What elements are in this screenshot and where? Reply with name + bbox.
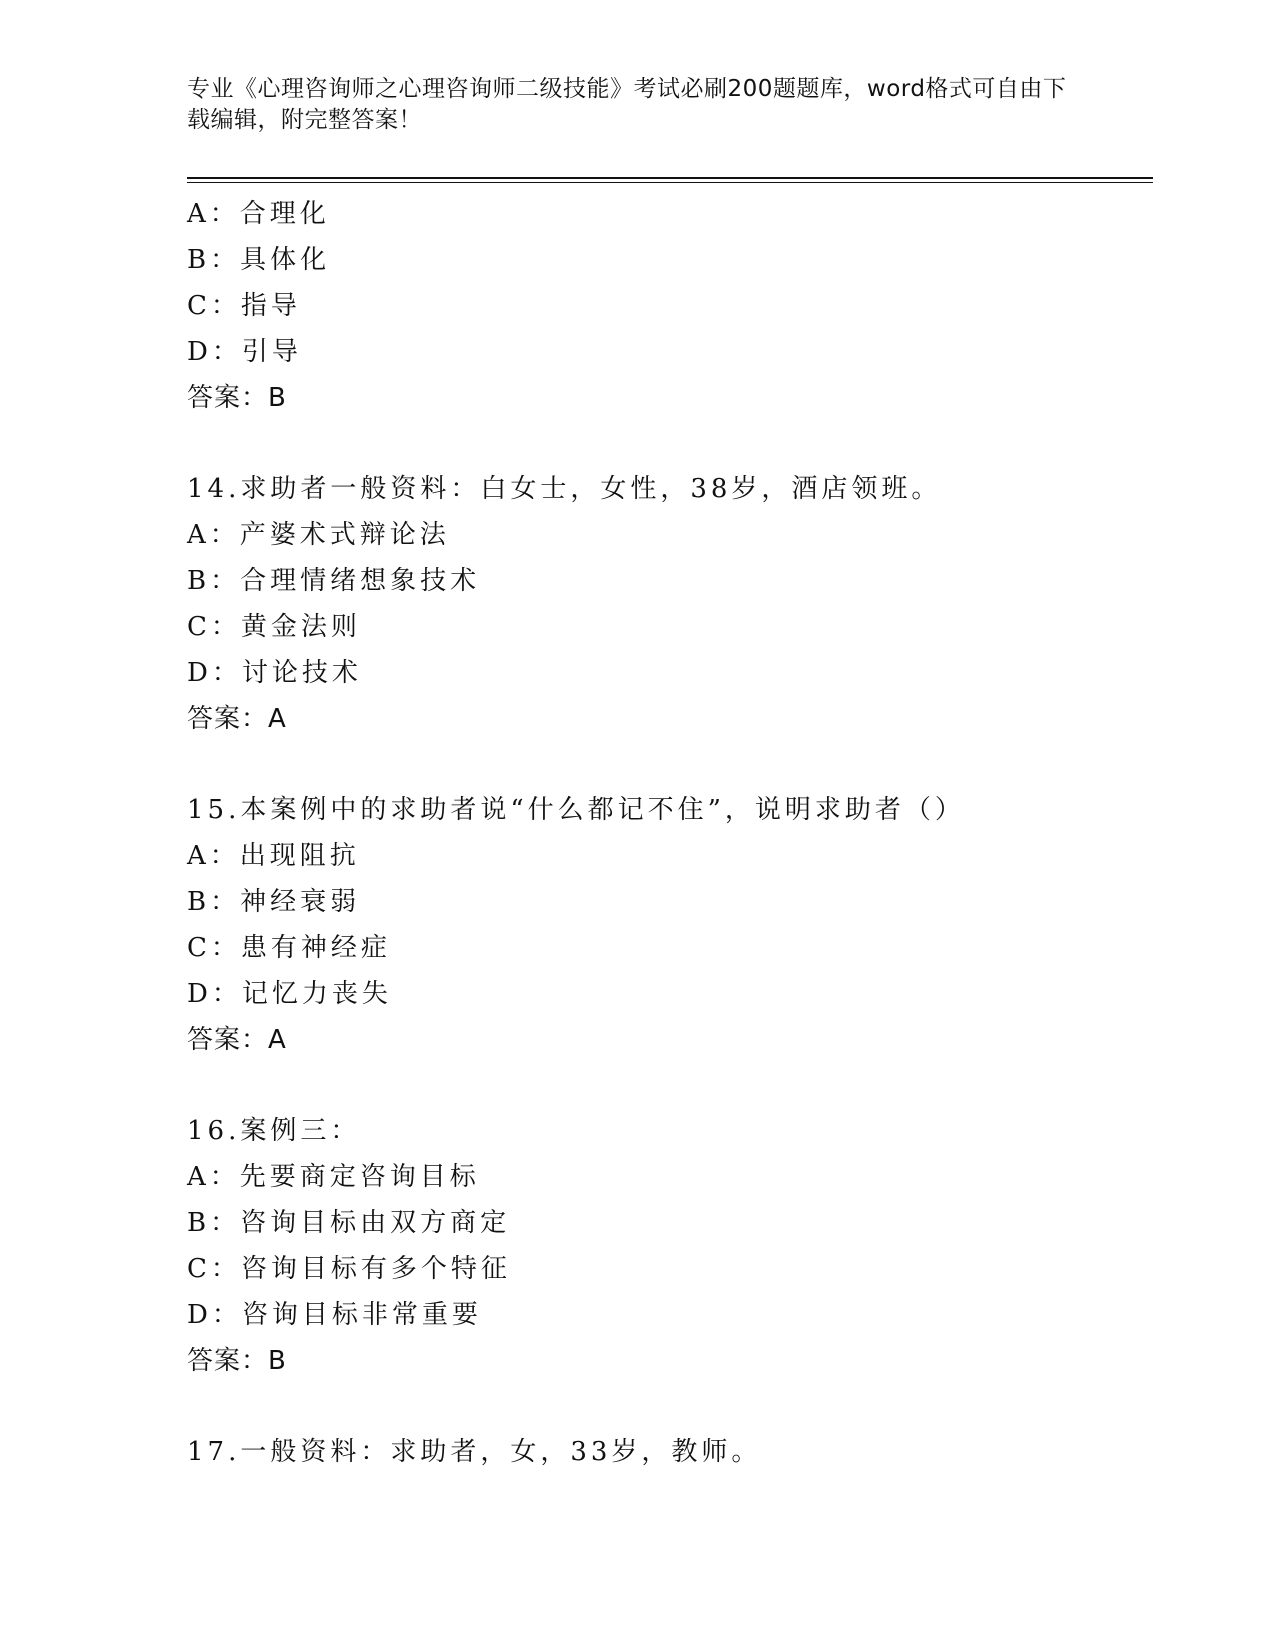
- question-block-15: [187, 787, 1153, 1063]
- question-block-17: [187, 1429, 1153, 1475]
- spacer: [187, 1384, 1153, 1429]
- title-divider-thin: [187, 182, 1153, 183]
- option-a: A：出现阻抗: [187, 841, 360, 871]
- question-block-14: [187, 466, 1153, 742]
- option-d: D：咨询目标非常重要: [187, 1300, 482, 1330]
- option-b: B：咨询目标由双方商定: [187, 1208, 511, 1238]
- option-c: C：患有神经症: [187, 933, 391, 963]
- question-stem: 15.本案例中的求助者说“什么都记不住”，说明求助者（）: [187, 795, 965, 825]
- option-b: B：神经衰弱: [187, 887, 361, 917]
- answer-line: 答案：B: [187, 1346, 287, 1376]
- option-a: A：合理化: [187, 199, 330, 229]
- question-stem: 17.一般资料：求助者，女，33岁，教师。: [187, 1437, 762, 1467]
- option-d: D：引导: [187, 337, 302, 367]
- question-block-16: [187, 1108, 1153, 1384]
- answer-line: 答案：B: [187, 383, 287, 413]
- question-stem: 14.求助者一般资料：白女士，女性，38岁，酒店领班。: [187, 474, 942, 504]
- spacer: [187, 742, 1153, 787]
- question-list: [187, 191, 1153, 1475]
- option-c: C：咨询目标有多个特征: [187, 1254, 511, 1284]
- spacer: [187, 1063, 1153, 1108]
- question-stem: 16.案例三：: [187, 1116, 361, 1146]
- option-c: C：指导: [187, 291, 301, 321]
- option-d: D：记忆力丧失: [187, 979, 392, 1009]
- answer-line: 答案：A: [187, 1025, 287, 1055]
- option-d: D：讨论技术: [187, 658, 362, 688]
- option-b: B：合理情绪想象技术: [187, 566, 481, 596]
- title-divider-thick: [187, 177, 1153, 179]
- option-a: A：产婆术式辩论法: [187, 520, 450, 550]
- spacer: [187, 421, 1153, 466]
- option-b: B：具体化: [187, 245, 331, 275]
- question-block-13: [187, 191, 1153, 421]
- answer-line: 答案：A: [187, 704, 287, 734]
- option-c: C：黄金法则: [187, 612, 361, 642]
- option-a: A：先要商定咨询目标: [187, 1162, 480, 1192]
- document-title: 专业《心理咨询师之心理咨询师二级技能》考试必刷200题题库，word格式可自由下载编辑，附完整答案！: [187, 76, 1067, 133]
